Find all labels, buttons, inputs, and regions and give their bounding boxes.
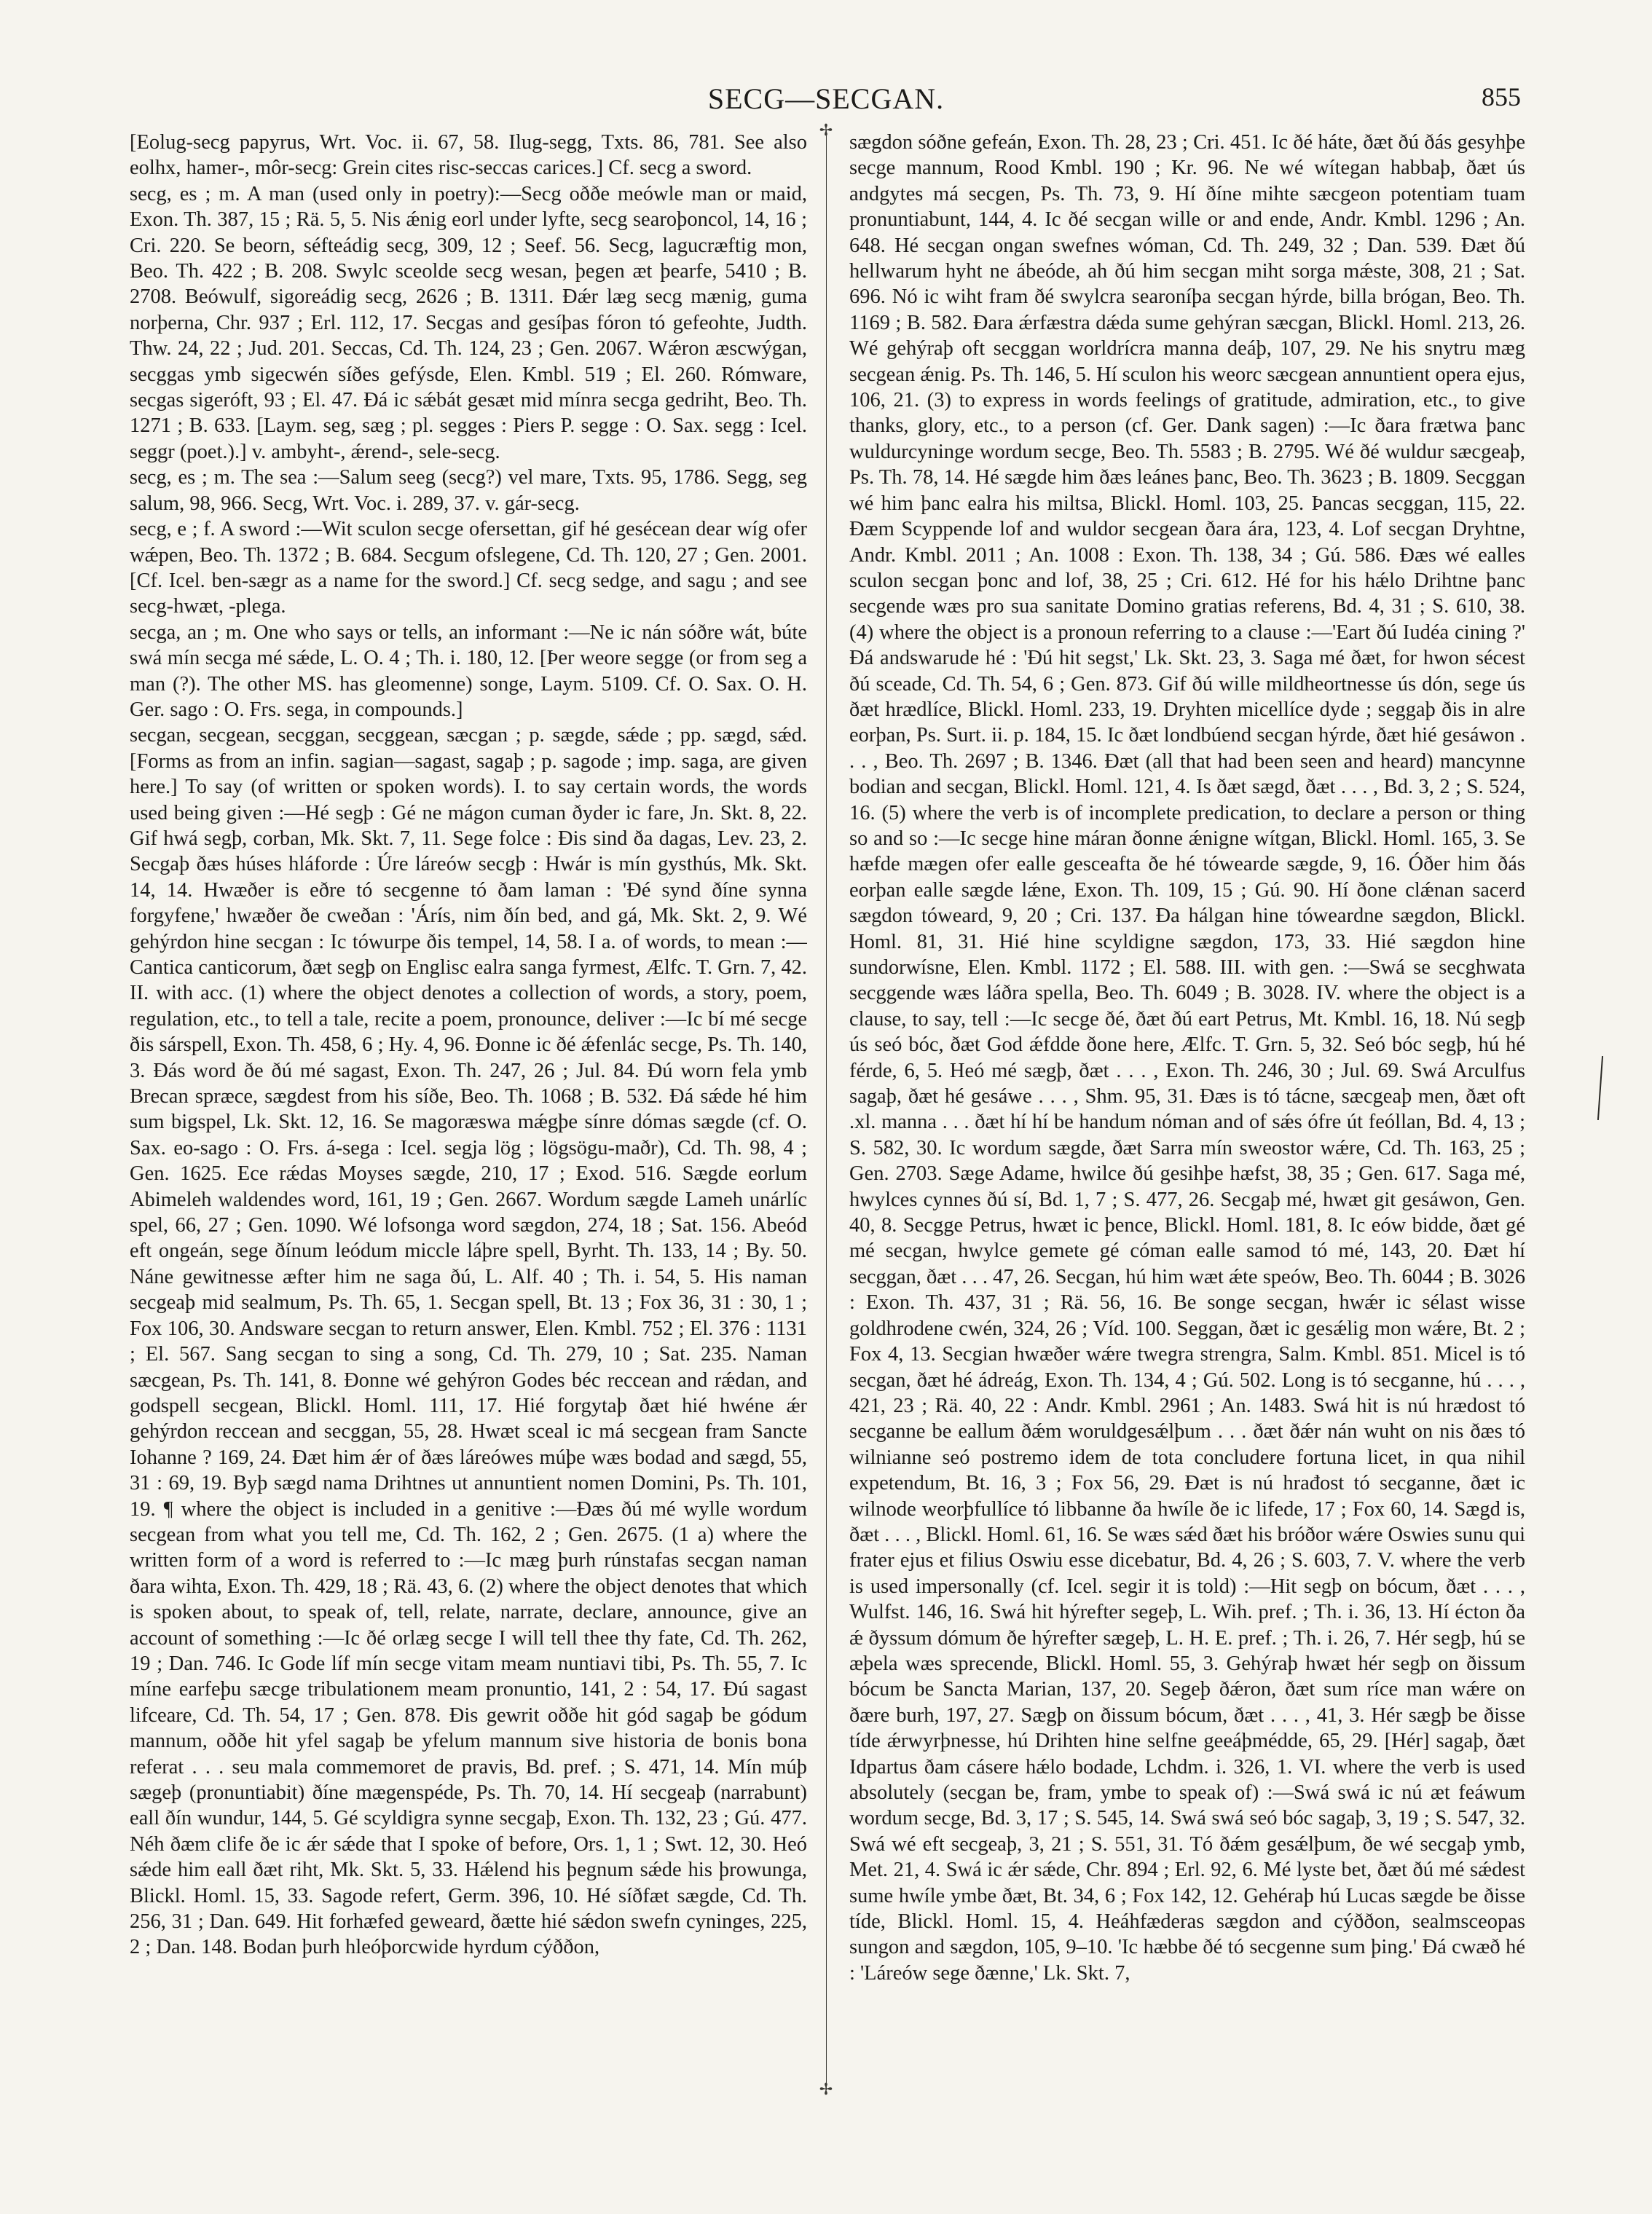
left-column [130,130,807,2127]
bottom-cross-mark-icon: ✢ [819,2080,833,2098]
page-title: SECG—SECGAN. [707,82,945,115]
right-column [849,130,1525,2127]
entry-continuation: [Eolug-secg papyrus, Wrt. Voc. ii. 67, 58. Ilug-segg, Txts. 86, 781. See also eolhx, hamer-, môr-secg: Grein cites risc-seccas carices.] Cf. secg a sword. [130,131,807,180]
entry-secga: secga, an ; m. One who says or tells, an informant :—Ne ic nán sóðre wát, búte swá mín secga mé sǽde, L. O. 4 ; Th. i. 180, 12. [Þer weore segge (or from seg a man (?). The other MS. has gleomenne) songe, Laym. 5109. Cf. O. Sax. O. H. Ger. sago : O. Frs. sega, in compounds.] [130,621,807,721]
margin-pencil-mark [1597,1056,1603,1120]
running-head [131,82,1521,125]
entry-secgan: secgan, secgean, secggan, secggean, sæcgan ; p. sægde, sǽde ; pp. sægd, sǽd. [Forms as from an infin. sagian—sagast, sagaþ ; p. sagode ; imp. saga, are given here.] To say (of written or spoken words). I. to say certain words, the words used being given :—Hé segþ : Gé ne mágon cuman ðyder ic fare, Jn. Skt. 8, 22. Gif hwá segþ, corban, Mk. Skt. 7, 11. Sege folce : Ðis sind ða dagas, Lev. 23, 2. Secgaþ ðæs húses hláforde : Úre láreów secgþ : Hwár is mín gysthús, Mk. Skt. 14, 14. Hwæðer is eðre tó secgenne tó ðam laman : 'Ðé synd ðíne synna forgyfene,' hwæðer ðe cweðan : 'Árís, nim ðín bed, and gá, Mk. Skt. 2, 9. Wé gehýrdon hine secgan : Ic tówurpe ðis tempel, 14, 58. I a. of words, to mean :—Cantica canticorum, ðæt segþ on Englisc ealra sanga fyrmest, Ælfc. T. Grn. 7, 42. II. with acc. (1) where the object denotes a collection of words, a story, poem, regulation, etc., to tell a tale, recite a poem, pronounce, deliver :—Ic bí mé secge ðis sárspell, Exon. Th. 458, 6 ; Hy. 4, 96. Ðonne ic ðé ǽfenlác secge, Ps. Th. 140, 3. Ðás word ðe ðú mé sagast, Exon. Th. 247, 26 ; Jul. 84. Ðú worn fela ymb Brecan spræce, sægdest from his síðe, Beo. Th. 1068 ; B. 532. Ðá sǽde hé him sum bigspel, Lk. Skt. 12, 16. Se magoræswa mǽgþe sínre dómas sægde (cf. O. Sax. eo-sago : O. Frs. á-sega : Icel. segja lög ; lögsögu-maðr), Cd. Th. 98, 4 ; Gen. 1625. Ece rǽdas Moyses sægde, 210, 17 ; Exod. 516. Sægde eorlum Abimeleh waldendes word, 161, 19 ; Gen. 2667. Wordum sægde Lameh unárlíc spel, 66, 27 ; Gen. 1090. Wé lofsonga word sægdon, 274, 18 ; Sat. 156. Abeód eft ongeán, sege ðínum leódum miccle láþre spell, Byrht. Th. 133, 14 ; By. 50. Náne gewitnesse æfter him ne saga ðú, L. Alf. 40 ; Th. i. 54, 5. His naman secgeaþ mid sealmum, Ps. Th. 65, 1. Secgan spell, Bt. 13 ; Fox 36, 31 : 30, 1 ; Fox 106, 30. Andsware secgan to return answer, Elen. Kmbl. 752 ; El. 376 : 1131 ; El. 567. Sang secgan to sing a song, Cd. Th. 279, 10 ; Sat. 235. Naman sæcgean, Ps. Th. 141, 8. Ðonne wé gehýron Godes béc reccean and rǽdan, and godspell secgean, Blickl. Homl. 111, 17. Hié forgytaþ ðæt hié hwéne ǽr gehýrdon reccean and secggan, 55, 28. Hwæt sceal ic má secgean fram Sancte Iohanne ? 169, 24. Ðæt him ǽr of ðæs láreówes múþe wæs bodad and sægd, 55, 31 : 69, 19. Byþ sægd nama Drihtnes ut annuntient nomen Domini, Ps. Th. 101, 19. ¶ where the object is included in a genitive :—Ðæs ðú mé wylle wordum secgean from what you tell me, Cd. Th. 162, 2 ; Gen. 2675. (1 a) where the written form of a word is referred to :—Ic mæg þurh rúnstafas secgan naman ðara wihta, Exon. Th. 429, 18 ; Rä. 43, 6. (2) where the object denotes that which is spoken about, to speak of, tell, relate, narrate, declare, announce, give an account of something :—Ic ðé orlæg secge I will tell thee thy fate, Cd. Th. 262, 19 ; Dan. 746. Ic Gode líf mín secge vitam meam nuntiavi tibi, Ps. Th. 55, 7. Ic míne earfeþu sæcge tribulationem meam pronuntio, 141, 2 : 54, 17. Ðú sagast lifceare, Cd. Th. 54, 17 ; Gen. 878. Ðis gewrit oððe hit gód sagaþ be gódum mannum, oððe hit yfel sagaþ be yfelum mannum sive historia de bonis bona referat . . . seu mala commemoret de pravis, Bd. pref. ; S. 471, 14. Mín múþ sægeþ (pronuntiabit) ðíne mægenspéde, Ps. Th. 70, 14. Hí secgeaþ (narrabunt) eall ðín wundur, 144, 5. Gé scyldigra synne secgaþ, Exon. Th. 132, 23 ; Gú. 477. Néh ðæm clife ðe ic ǽr sǽde that I spoke of before, Ors. 1, 1 ; Swt. 12, 30. Heó sǽde him eall ðæt riht, Mk. Skt. 5, 33. Hǽlend his þegnum sǽde his þrowunga, Blickl. Homl. 15, 33. Sagode refert, Germ. 396, 10. Hé síðfæt sægde, Cd. Th. 256, 31 ; Dan. 649. Hit forhæfed geweard, ðætte hié sǽdon swefn cyninges, 225, 2 ; Dan. 148. Bodan þurh hleóþorcwide hyrdum cýððon, [130,724,807,1959]
entry-secg-sword: secg, e ; f. A sword :—Wit sculon secge ofersettan, gif hé gesécean dear wíg ofer wǽpen, Beo. Th. 1372 ; B. 684. Secgum ofslegene, Cd. Th. 120, 27 ; Gen. 2001. [Cf. Icel. ben-sægr as a name for the sword.] Cf. secg sedge, and sagu ; and see secg-hwæt, -plega. [130,518,807,618]
column-divider [826,130,827,2090]
entry-secg-man: secg, es ; m. A man (used only in poetry):—Secg oððe meówle man or maid, Exon. Th. 387, 15 ; Rä. 5, 5. Nis ǽnig eorl under lyfte, secg searoþoncol, 14, 16 ; Cri. 220. Se beorn, séfteádig secg, 309, 12 ; Seef. 56. Secg, lagucræftig mon, Beo. Th. 422 ; B. 208. Swylc sceolde secg wesan, þegen æt þearfe, 5410 ; B. 2708. Beówulf, sigoreádig secg, 2626 ; B. 1311. Ðǽr læg secg mænig, guma norþerna, Chr. 937 ; Erl. 112, 17. Secgas and gesíþas fóron tó gefeohte, Judth. Thw. 24, 22 ; Jud. 201. Seccas, Cd. Th. 124, 23 ; Gen. 2067. Wǽron æscwýgan, secggas ymb sigecwén síðes gefýsde, Elen. Kmbl. 519 ; El. 260. Rómware, secgas sigeróft, 93 ; El. 47. Ðá ic sǽbát gesæt mid mínra secga gedriht, Beo. Th. 1271 ; B. 633. [Laym. seg, sæg ; pl. segges : Piers P. segge : O. Sax. segg : Icel. seggr (poet.).] v. ambyht-, ǽrend-, sele-secg. [130,182,807,463]
top-cross-mark-icon: ✢ [819,121,833,139]
page-number: 855 [1482,82,1521,111]
entry-secg-sea: secg, es ; m. The sea :—Salum seeg (secg?) vel mare, Txts. 95, 1786. Segg, seg salum, 98, 966. Secg, Wrt. Voc. i. 289, 37. v. gár-secg. [130,466,807,515]
entry-secgan-continued: sægdon sóðne gefeán, Exon. Th. 28, 23 ; Cri. 451. Ic ðé háte, ðæt ðú ðás gesyhþe secge mannum, Rood Kmbl. 190 ; Kr. 96. Ne wé wítegan habbaþ, ðæt ús andgytes má secgen, Ps. Th. 73, 9. Hí ðíne mihte sæcgeon potentiam tuam pronuntiabunt, 144, 4. Ic ðé secgan wille or and ende, Andr. Kmbl. 1296 ; An. 648. Hé secgan ongan swefnes wóman, Cd. Th. 249, 32 ; Dan. 539. Ðæt ðú hellwarum hyht ne ábeóde, ah ðú him secgan miht sorga mǽste, 308, 21 ; Sat. 696. Nó ic wiht fram ðé swylcra searoníþa secgan hýrde, billa brógan, Beo. Th. 1169 ; B. 582. Ðara ǽrfæstra dǽda sume gehýran sæcgan, Blickl. Homl. 213, 26. Wé gehýraþ oft secggan worldrícra manna deáþ, 107, 29. Ne his snytru mæg secgean ǽnig. Ps. Th. 146, 5. Hí sculon his weorc sæcgean annuntient opera ejus, 106, 21. (3) to express in words feelings of gratitude, admiration, etc., to give thanks, glory, etc., to a person (cf. Ger. Dank sagen) :—Ic ðara frætwa þanc wuldurcyninge wordum secge, Beo. Th. 5583 ; B. 2795. Wé ðé wuldur sæcgeaþ, Ps. Th. 78, 14. Hé sægde him ðæs leánes þanc, Beo. Th. 3623 ; B. 1809. Secggan wé him þanc ealra his miltsa, Blickl. Homl. 103, 25. Þancas secggan, 115, 22. Ðæm Scyppende lof and wuldor secgean ðara ára, 123, 4. Lof secgan Dryhtne, Andr. Kmbl. 2011 ; An. 1008 : Exon. Th. 138, 34 ; Gú. 586. Ðæs wé ealles sculon secgan þonc and lof, 38, 25 ; Cri. 612. Hé for his hǽlo Drihtne þanc secgende wæs pro sua sanitate Domino gratias referens, Bd. 4, 31 ; S. 610, 38. (4) where the object is a pronoun referring to a clause :—'Eart ðú Iudéa cining ?' Ðá andswarude hé : 'Ðú hit segst,' Lk. Skt. 23, 3. Saga mé ðæt, for hwon sécest ðú sceade, Cd. Th. 54, 6 ; Gen. 873. Gif ðú wille mildheortnesse ús dón, sege ús ðæt hrædlíce, Blickl. Homl. 233, 19. Dryhten micellíce dyde ; seggaþ ðis in alre eorþan, Ps. Surt. ii. p. 184, 15. Ic ðæt londbúend secgan hýrde, ðæt hié gesáwon . . . , Beo. Th. 2697 ; B. 1346. Ðæt (all that had been seen and heard) mancynne bodian and secgan, Blickl. Homl. 121, 4. Is ðæt sægd, ðæt . . . , Bd. 3, 2 ; S. 524, 16. (5) where the verb is of incomplete predication, to declare a person or thing so and so :—Ic secge hine máran ðonne ǽnigne wítgan, Blickl. Homl. 165, 3. Se hæfde mægen ofer ealle gesceafta ðe hé tówearde sægde, 9, 16. Óðer him ðás eorþan ealle sægde lǽne, Exon. Th. 109, 15 ; Gú. 90. Hí ðone clǽnan sacerd sægdon tóweard, 9, 20 ; Cri. 137. Ða hálgan hine tóweardne sægdon, Blickl. Homl. 81, 31. Hié hine scyldigne sægdon, 173, 33. Hié sægdon hine sundorwísne, Elen. Kmbl. 1172 ; El. 588. III. with gen. :—Swá se secghwata secggende wæs láðra spella, Beo. Th. 6049 ; B. 3028. IV. where the object is a clause, to say, tell :—Ic secge ðé, ðæt ðú eart Petrus, Mt. Kmbl. 16, 18. Nú segþ ús seó bóc, ðæt God ǽfdde ðone here, Ælfc. T. Grn. 5, 32. Seó bóc segþ, hú hé férde, 6, 5. Heó mé sægþ, ðæt . . . , Exon. Th. 246, 30 ; Jul. 69. Swá Arculfus sagaþ, ðæt hé gesáwe . . . , Shm. 95, 31. Ðæs is tó tácne, sæcgeaþ men, ðæt oft .xl. manna . . . ðæt hí hí be handum nóman and of sǽs ófre út feóllan, Bd. 4, 13 ; S. 582, 30. Ic wordum sægde, ðæt Sarra mín sweostor wǽre, Cd. Th. 163, 25 ; Gen. 2703. Sæge Adame, hwilce ðú gesihþe hæfst, 38, 35 ; Gen. 617. Saga mé, hwylces cynnes ðú sí, Bd. 1, 7 ; S. 477, 26. Secgaþ mé, hwæt git gesáwon, Gen. 40, 8. Secgge Petrus, hwæt ic þence, Blickl. Homl. 181, 8. Ic eów bidde, ðæt gé mé secgan, hwylce gemete gé cóman ealle samod tó mé, 143, 20. Ðæt hí secggan, ðæt . . . 47, 26. Secgan, hú him wæt ǽte speów, Beo. Th. 6044 ; B. 3026 : Exon. Th. 437, 31 ; Rä. 56, 16. Be songe secgan, hwǽr ic sélast wisse goldhrodene cwén, 324, 26 ; Víd. 100. Seggan, ðæt ic gesǽlig mon wǽre, Bt. 2 ; Fox 4, 13. Secgian hwæðer wǽre twegra strengra, Salm. Kmbl. 851. Micel is tó secgan, ðæt hé ádreág, Exon. Th. 134, 4 ; Gú. 502. Long is tó secganne, hú . . . , 421, 23 ; Rä. 40, 22 : Andr. Kmbl. 2961 ; An. 1483. Swá hit is nú hrædost tó secganne be eallum ðǽm woruldgesǽlþum . . . ðæt ðǽr nán wuht on nis ðæs tó wilnianne seó postremo idem de tota concludere fortuna licet, in qua nihil expetendum, Bt. 16, 3 ; Fox 56, 29. Ðæt is nú hrađost tó secganne, ðæt ic wilnode weorþfullíce tó libbanne ða hwíle ðe ic lifede, 17 ; Fox 60, 14. Sægd is, ðæt . . . , Blickl. Homl. 61, 16. Se wæs sǽd ðæt his bróðor wǽre Oswies sunu qui frater ejus et filius Oswiu esse dicebatur, Bd. 4, 26 ; S. 603, 7. V. where the verb is used impersonally (cf. Icel. segir it is told) :—Hit segþ on bócum, ðæt . . . , Wulfst. 146, 16. Swá hit hýrefter segeþ, L. Wih. pref. ; Th. i. 36, 13. Hí écton ða ǽ ðyssum dómum ðe hýrefter sægeþ, L. H. E. pref. ; Th. i. 26, 7. Hér segþ, hú se æþela wæs sprecende, Blickl. Homl. 55, 3. Gehýraþ hwæt hér segþ on ðissum bócum be Sancta Marian, 137, 20. Segeþ ðǽron, ðæt sum ríce man wǽre on ðære burh, 197, 27. Sægþ on ðissum bócum, ðæt . . . , 41, 3. Hér sægþ be ðisse tíde ǽrwyrþnesse, hú Drihten hine selfne geeáþmédde, 65, 29. [Hér] sagaþ, ðæt Idpartus ðam cásere hǽlo bodade, Lchdm. i. 326, 1. VI. where the verb is used absolutely (secgan be, fram, ymbe to speak of) :—Swá swá ic nú æt feáwum wordum secge, Bd. 3, 17 ; S. 545, 14. Swá swá seó bóc sagaþ, 3, 19 ; S. 547, 32. Swá wé eft secgeaþ, 3, 21 ; S. 551, 31. Tó ðǽm gesǽlþum, ðe wé secgaþ ymb, Met. 21, 4. Swá ic ǽr sǽde, Chr. 894 ; Erl. 92, 6. Mé lyste bet, ðæt ðú mé sǽdest sume hwíle ymbe ðæt, Bt. 34, 6 ; Fox 142, 12. Gehéraþ hú Lucas sægde be ðisse tíde, Blickl. Homl. 15, 4. Heáhfæderas sægdon and cýððon, sealmsceopas sungon and sægdon, 105, 9–10. 'Ic hæbbe ðé tó secgenne sum þing.' Ðá cwæð hé : 'Láreów sege ðænne,' Lk. Skt. 7, [849,131,1525,1985]
